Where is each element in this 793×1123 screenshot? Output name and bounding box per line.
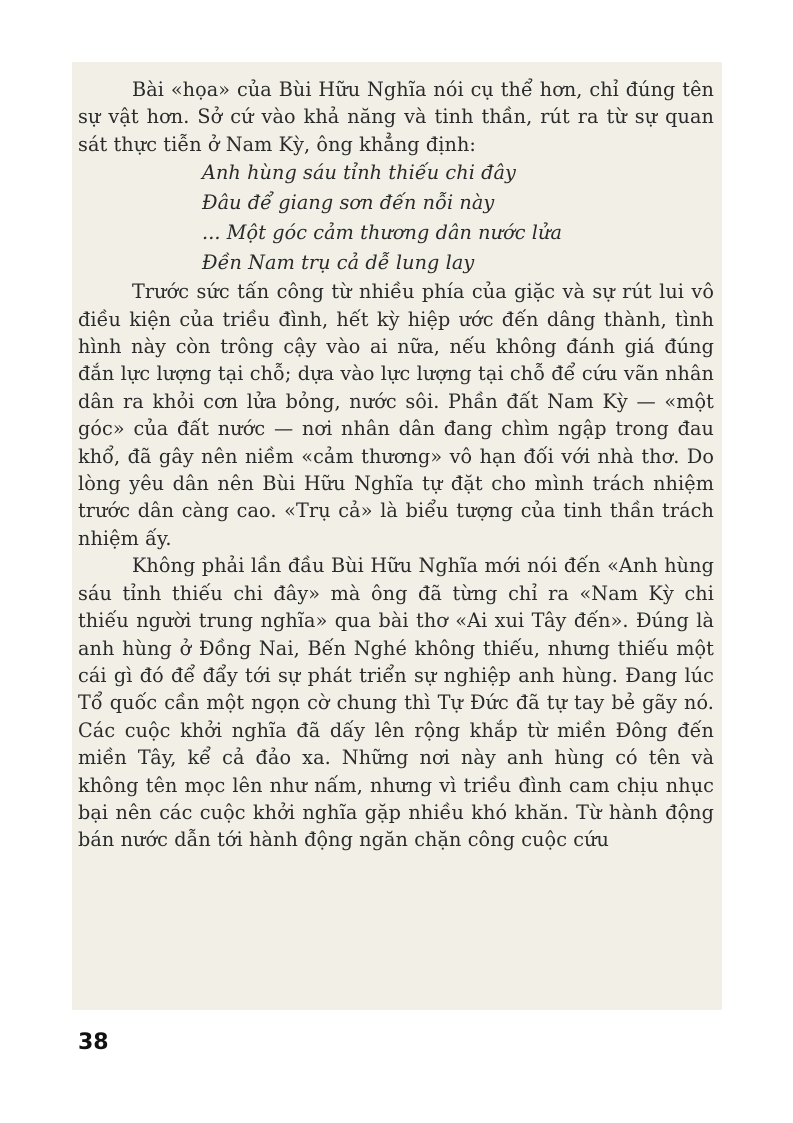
- poem-line: Đền Nam trụ cả dễ lung lay: [202, 251, 475, 275]
- poem-line: ... Một góc cảm thương dân nước lửa: [202, 221, 563, 245]
- paragraph-body: Không phải lần đầu Bùi Hữu Nghĩa mới nói đến «Anh hùng sáu tỉnh thiếu chi đây» mà ông đã từng chỉ ra «Nam Kỳ chi thiếu người trung nghĩa» qua bài thơ «Ai xui Tây đến». Đúng là anh hùng ở Đồng Nai, Bến Nghé không thiếu, nhưng thiếu một cái gì đó để đẩy tới sự phát triển sự nghiệp anh hùng. Đang lúc Tổ quốc cần một ngọn cờ chung thì Tự Đức đã tự tay bẻ gãy nó. Các cuộc khởi nghĩa đã dấy lên rộng khắp từ miền Đông đến miền Tây, kể cả đảo xa. Những nơi này anh hùng có tên và không tên mọc lên như nấm, nhưng vì triều đình cam chịu nhục bại nên các cuộc khởi nghĩa gặp nhiều khó khăn. Từ hành động bán nước dẫn tới hành động ngăn chặn công cuộc cứu: [78, 554, 714, 852]
- poem-line: Đâu để giang sơn đến nỗi này: [202, 191, 495, 215]
- page-number: 38: [78, 1030, 109, 1055]
- poem-line: Anh hùng sáu tỉnh thiếu chi đây: [202, 161, 516, 185]
- poem-stanza: [78, 158, 714, 278]
- paragraph-body: Trước sức tấn công từ nhiều phía của giặc và sự rút lui vô điều kiện của triều đình, hết kỳ hiệp ước đến dâng thành, tình hình này còn trông cậy vào ai nữa, nếu không đánh giá đúng đắn lực lượng tại chỗ; dựa vào lực lượng tại chỗ để cứu vãn nhân dân ra khỏi cơn lửa bỏng, nước sôi. Phần đất Nam Kỳ — «một góc» của đất nước — nơi nhân dân đang chìm ngập trong đau khổ, đã gây nên niềm «cảm thương» vô hạn đối với nhà thơ. Do lòng yêu dân nên Bùi Hữu Nghĩa tự đặt cho mình trách nhiệm trước dân càng cao. «Trụ cả» là biểu tượng của tinh thần trách nhiệm ấy.: [78, 280, 714, 550]
- page-text: [78, 76, 714, 854]
- paragraph-intro: Bài «họa» của Bùi Hữu Nghĩa nói cụ thể hơn, chỉ đúng tên sự vật hơn. Sở cứ vào khả năng và tinh thần, rút ra từ sự quan sát thực tiễn ở Nam Kỳ, ông khẳng định:: [78, 78, 714, 156]
